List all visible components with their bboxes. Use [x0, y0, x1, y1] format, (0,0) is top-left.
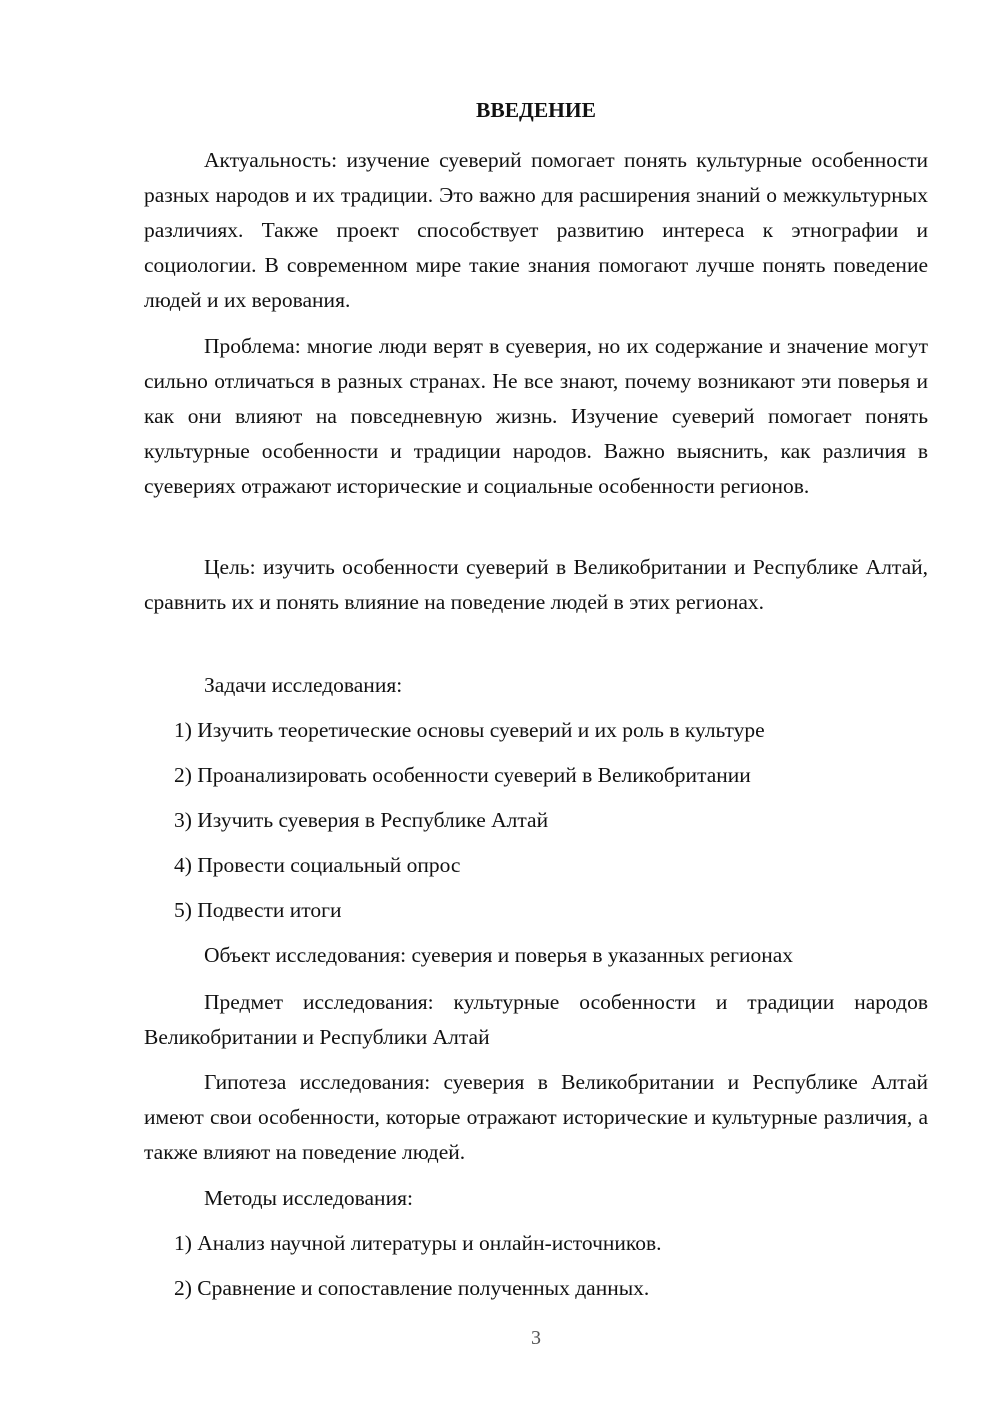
- page-title: ВВЕДЕНИЕ: [476, 98, 596, 122]
- methods-heading: Методы исследования:: [204, 1186, 413, 1210]
- list-item-method-1: 1) Анализ научной литературы и онлайн-источников.: [174, 1231, 662, 1255]
- paragraph-relevance: Актуальность: изучение суеверий помогает понять культурные особенности разных народов и их традиции. Это важно для расширения знаний о межкультурных различиях. Также проект способствует развитию интереса к этнографии и социологии. В современном мире такие знания помогают лучше понять поведение людей и их верования.: [144, 148, 928, 312]
- list-item-task-4: 4) Провести социальный опрос: [174, 853, 461, 877]
- paragraph-hypothesis: Гипотеза исследования: суеверия в Великобритании и Республике Алтай имеют свои особенности, которые отражают исторические и культурные различия, а также влияют на поведение людей.: [144, 1070, 928, 1164]
- paragraph-object: Объект исследования: суеверия и поверья в указанных регионах: [204, 943, 794, 967]
- list-item-task-3: 3) Изучить суеверия в Республике Алтай: [174, 808, 549, 832]
- tasks-heading: Задачи исследования:: [204, 673, 403, 697]
- list-item-method-2: 2) Сравнение и сопоставление полученных данных.: [174, 1276, 650, 1300]
- page-number: 3: [531, 1327, 541, 1349]
- paragraph-problem: Проблема: многие люди верят в суеверия, но их содержание и значение могут сильно отличаться в разных странах. Не все знают, почему возникают эти поверья и как они влияют на повседневную жизнь. Изучение суеверий помогает понять культурные особенности и традиции народов. Важно выяснить, как различия в суевериях отражают исторические и социальные особенности регионов.: [144, 334, 928, 498]
- paragraph-subject: Предмет исследования: культурные особенности и традиции народов Великобритании и Республики Алтай: [144, 990, 928, 1049]
- list-item-task-5: 5) Подвести итоги: [174, 898, 342, 922]
- list-item-task-1: 1) Изучить теоретические основы суеверий и их роль в культуре: [174, 718, 765, 742]
- list-item-task-2: 2) Проанализировать особенности суеверий в Великобритании: [174, 763, 751, 787]
- paragraph-goal: Цель: изучить особенности суеверий в Великобритании и Республике Алтай, сравнить их и понять влияние на поведение людей в этих регионах.: [144, 555, 928, 614]
